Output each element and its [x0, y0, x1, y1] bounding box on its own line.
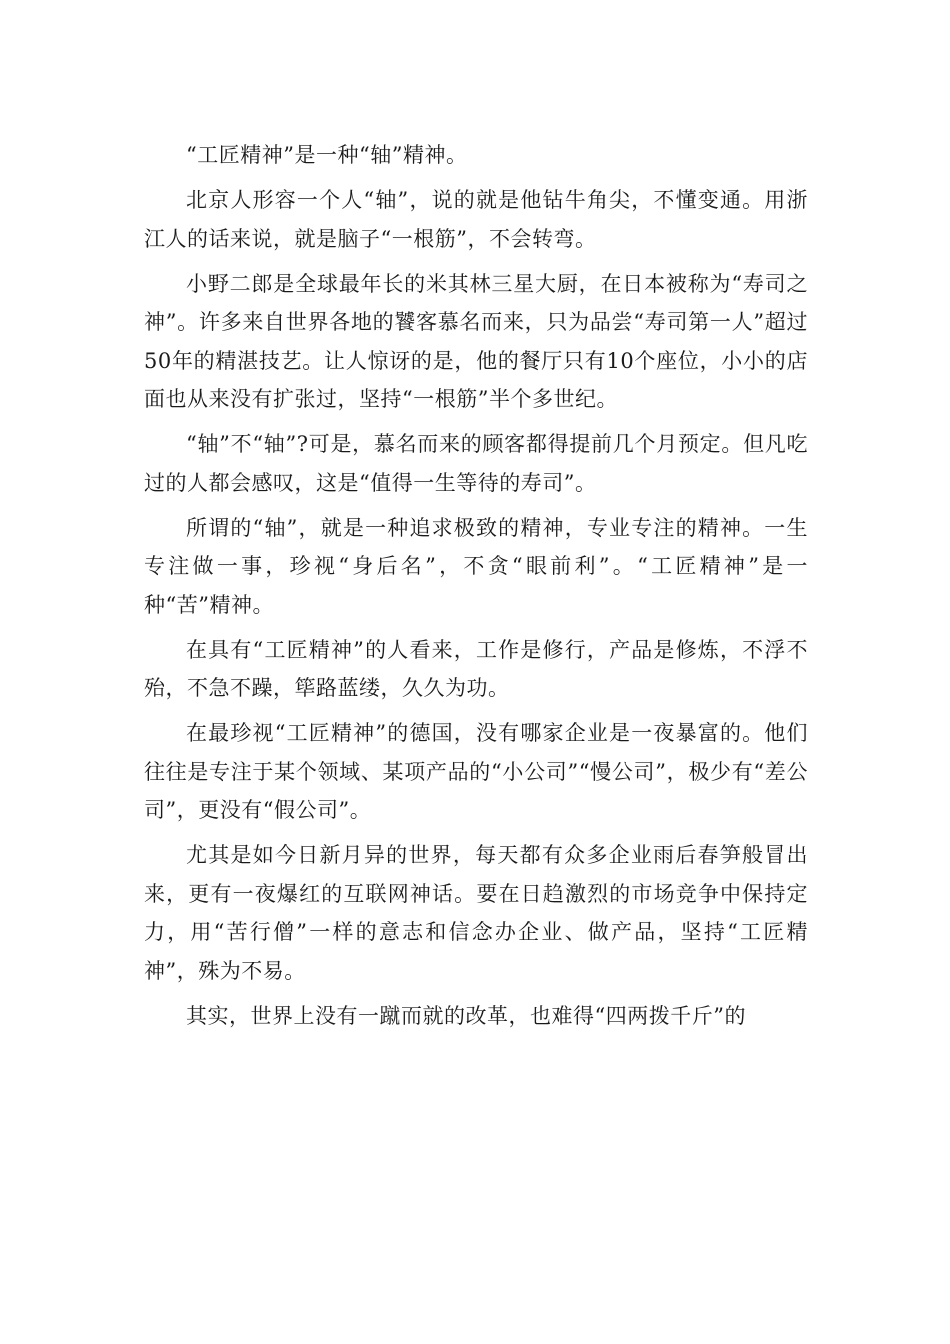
paragraph-3: 小野二郎是全球最年长的米其林三星大厨，在日本被称为“寿司之神”。许多来自世界各地的饕客慕名而来，只为品尝“寿司第一人”超过50年的精湛技艺。让人惊讶的是，他的餐厅只有10个座位，小小的店面也从来没有扩张过，坚持“一根筋”半个多世纪。: [144, 271, 808, 411]
paragraph-8: 尤其是如今日新月异的世界，每天都有众多企业雨后春笋般冒出来，更有一夜爆红的互联网神话。要在日趋激烈的市场竞争中保持定力，用“苦行僧”一样的意志和信念办企业、做产品，坚持“工匠精神”，殊为不易。: [144, 843, 808, 983]
paragraph-7: 在最珍视“工匠精神”的德国，没有哪家企业是一夜暴富的。他们往往是专注于某个领域、某项产品的“小公司”“慢公司”，极少有“差公司”，更没有“假公司”。: [144, 721, 808, 822]
paragraph-2: 北京人形容一个人“轴”，说的就是他钻牛角尖，不懂变通。用浙江人的话来说，就是脑子“一根筋”，不会转弯。: [144, 188, 808, 251]
paragraph-1: “工匠精神”是一种“轴”精神。: [186, 143, 468, 167]
paragraph-6: 在具有“工匠精神”的人看来，工作是修行，产品是修炼，不浮不殆，不急不躁，筚路蓝缕，久久为功。: [144, 637, 808, 700]
document-body: [144, 136, 808, 1035]
paragraph-5: 所谓的“轴”，就是一种追求极致的精神，专业专注的精神。一生专注做一事，珍视“身后名”，不贪“眼前利”。“工匠精神”是一种“苦”精神。: [144, 515, 808, 617]
paragraph-9: 其实，世界上没有一蹴而就的改革，也难得“四两拨千斤”的: [186, 1003, 746, 1028]
paragraph-4: “轴”不“轴”?可是，慕名而来的顾客都得提前几个月预定。但凡吃过的人都会感叹，这是“值得一生等待的寿司”。: [144, 432, 808, 495]
